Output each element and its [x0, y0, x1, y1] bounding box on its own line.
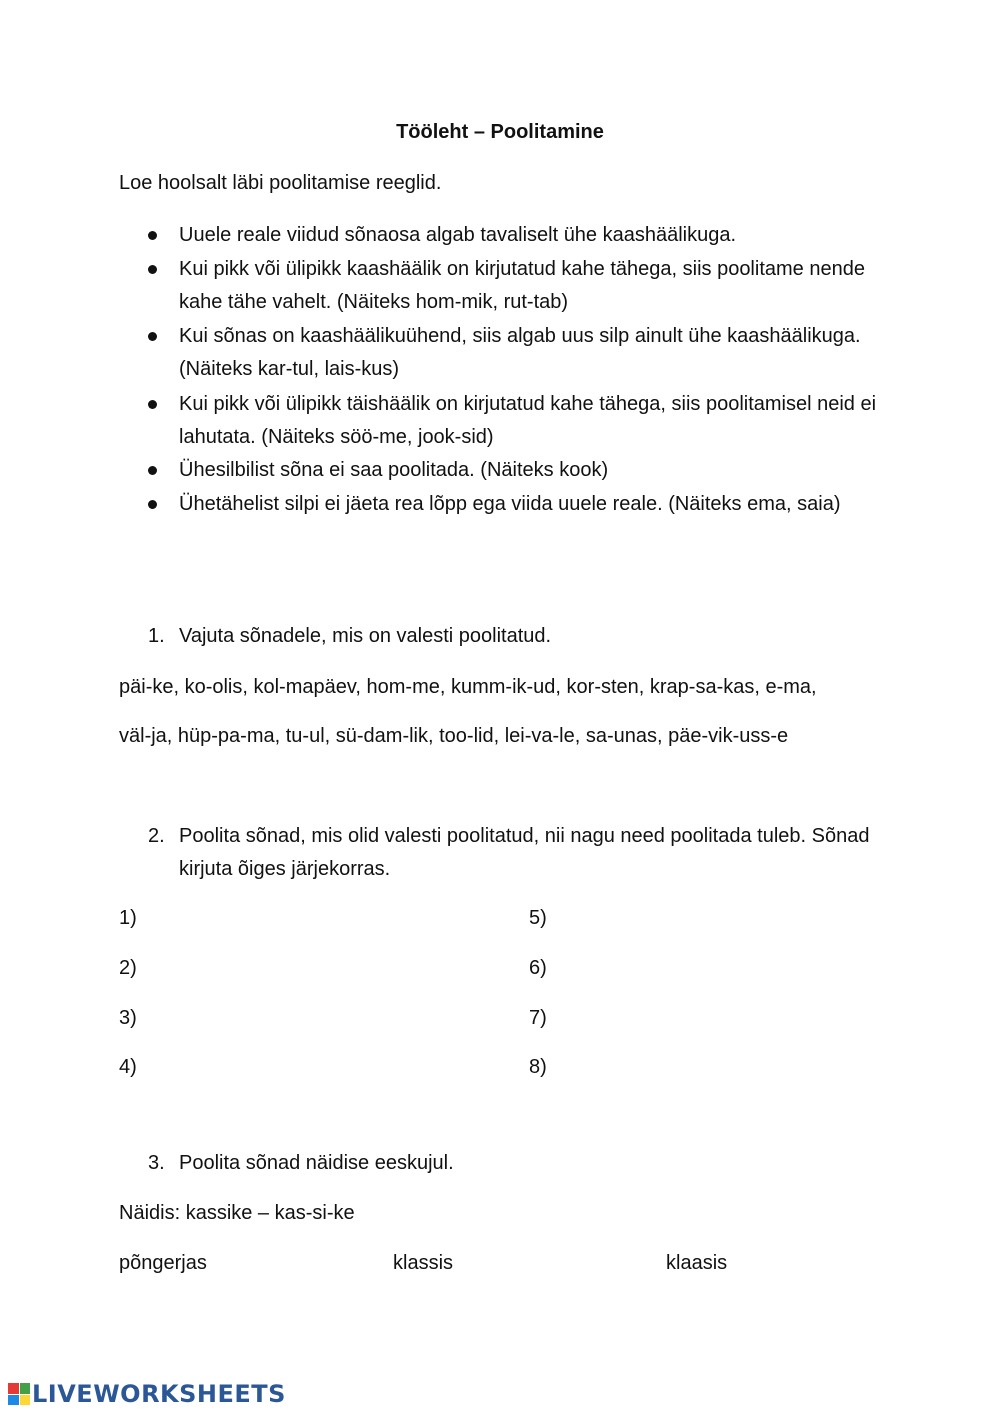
- task1-words-line2[interactable]: väl-ja, hüp-pa-ma, tu-ul, sü-dam-lik, too-lid, lei-va-le, sa-unas, päe-vik-uss-e: [119, 725, 789, 747]
- task2-number: 2.: [148, 825, 165, 847]
- answer-label-8: 8): [529, 1056, 547, 1078]
- liveworksheets-logo: [8, 1380, 286, 1408]
- answer-label-6: 6): [529, 957, 547, 979]
- task3-prompt: Poolita sõnad näidise eeskujul.: [179, 1152, 454, 1174]
- rule-item: Kui pikk või ülipikk täishäälik on kirjutatud kahe tähega, siis poolitamisel neid ei lahutata. (Näiteks söö-me, jook-sid): [179, 393, 877, 448]
- answer-label-2: 2): [119, 957, 137, 979]
- rule-item: Ühetähelist silpi ei jäeta rea lõpp ega viida uuele reale. (Näiteks ema, saia): [179, 493, 841, 515]
- task2-prompt: Poolita sõnad, mis olid valesti poolitatud, nii nagu need poolitada tuleb. Sõnad kirjuta õiges järjekorras.: [179, 825, 870, 880]
- task3-example: Näidis: kassike – kas-si-ke: [119, 1202, 355, 1224]
- task3-number: 3.: [148, 1152, 165, 1174]
- bullet-dot: [148, 231, 157, 240]
- task3-word-2: klassis: [393, 1252, 454, 1274]
- bullet-dot: [148, 400, 157, 409]
- rule-item: Uuele reale viidud sõnaosa algab tavaliselt ühe kaashäälikuga.: [179, 224, 737, 246]
- intro-text: Loe hoolsalt läbi poolitamise reeglid.: [119, 172, 442, 194]
- answer-label-7: 7): [529, 1007, 547, 1029]
- rule-item: Ühesilbilist sõna ei saa poolitada. (Näiteks kook): [179, 459, 609, 481]
- logo-text: LIVEWORKSHEETS: [32, 1380, 286, 1408]
- rule-item: Kui sõnas on kaashäälikuühend, siis algab uus silp ainult ühe kaashäälikuga. (Näiteks kar-tul, lais-kus): [179, 325, 861, 380]
- bullet-dot: [148, 332, 157, 341]
- task1-number: 1.: [148, 625, 165, 647]
- answer-label-3: 3): [119, 1007, 137, 1029]
- task3-word-1: põngerjas: [119, 1252, 207, 1274]
- bullet-dot: [148, 265, 157, 274]
- task1-prompt: Vajuta sõnadele, mis on valesti poolitatud.: [179, 625, 552, 647]
- page-title: Tööleht – Poolitamine: [396, 121, 604, 143]
- answer-label-4: 4): [119, 1056, 137, 1078]
- bullet-dot: [148, 500, 157, 509]
- bullet-dot: [148, 466, 157, 475]
- task1-words-line1[interactable]: päi-ke, ko-olis, kol-mapäev, hom-me, kumm-ik-ud, kor-sten, krap-sa-kas, e-ma,: [119, 676, 817, 698]
- logo-blocks-icon: [8, 1383, 30, 1405]
- task3-word-3: klaasis: [666, 1252, 728, 1274]
- rule-item: Kui pikk või ülipikk kaashäälik on kirjutatud kahe tähega, siis poolitame nende kahe tähe vahelt. (Näiteks hom-mik, rut-tab): [179, 258, 865, 313]
- answer-label-5: 5): [529, 907, 547, 929]
- answer-label-1: 1): [119, 907, 137, 929]
